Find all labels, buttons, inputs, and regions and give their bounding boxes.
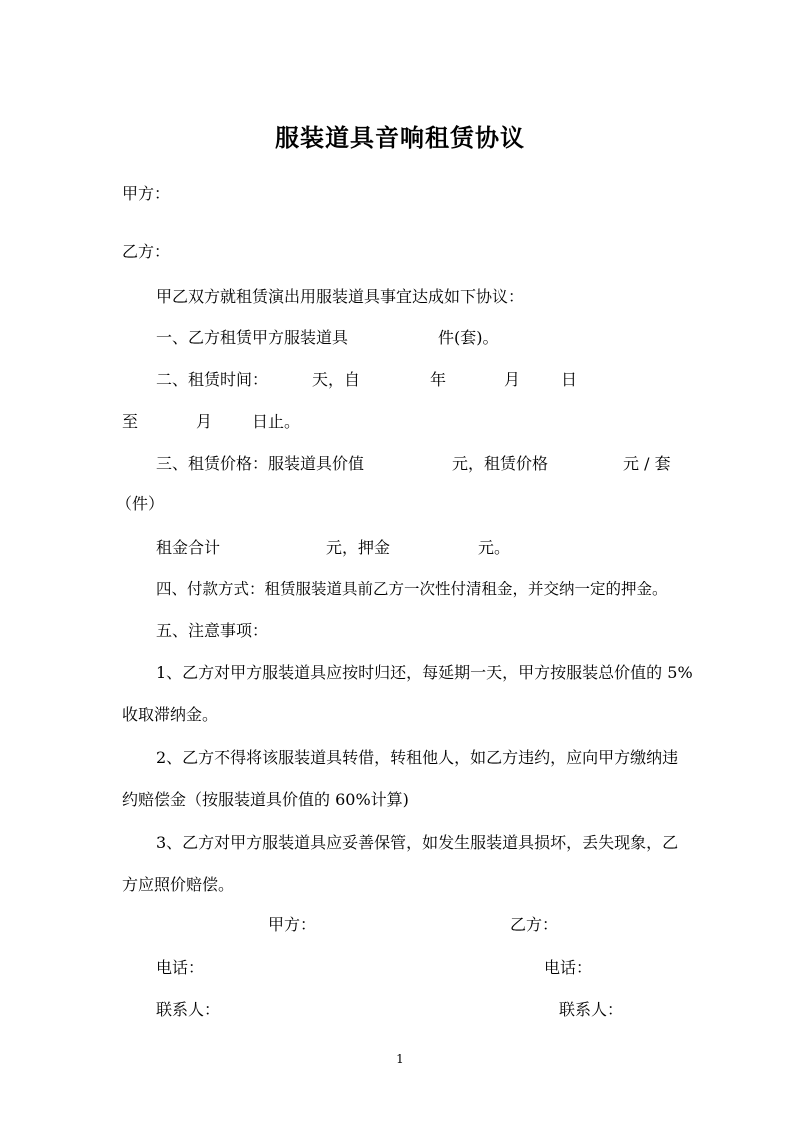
clause-2-label: 二、租赁时间：	[156, 370, 269, 389]
sign-contact-a: 联系人：	[156, 1000, 221, 1019]
clause-2-days: 天，自	[312, 370, 361, 389]
clause-3-yuan-end: 元。	[478, 538, 511, 557]
clause-2-year: 年	[430, 370, 447, 389]
clause-3-piece: （件）	[116, 494, 165, 513]
clause-3-rent-price: 元，租赁价格	[452, 454, 549, 473]
clause-3-label: 三、租赁价格：服装道具价值	[156, 454, 365, 473]
note-2-line-1: 2、乙方不得将该服装道具转借，转租他人，如乙方违约，应向甲方缴纳违	[156, 748, 679, 767]
clause-2-month-end: 月	[196, 412, 213, 431]
clause-5-label: 五、注意事项：	[156, 621, 269, 640]
clause-4-text: 四、付款方式：租赁服装道具前乙方一次性付清租金，并交纳一定的押金。	[156, 580, 668, 598]
document-title: 服装道具音响租赁协议	[275, 123, 525, 152]
note-1-line-2: 收取滞纳金。	[122, 705, 219, 724]
clause-2-to: 至	[122, 412, 139, 431]
party-a-label: 甲方：	[122, 184, 171, 203]
note-2-line-2: 约赔偿金（按服装道具价值的 60%计算)	[122, 790, 409, 809]
note-3-line-1: 3、乙方对甲方服装道具应妥善保管，如发生服装道具损坏，丢失现象，乙	[156, 833, 679, 852]
clause-2-end: 日止。	[252, 412, 301, 431]
sign-contact-b: 联系人：	[559, 1000, 624, 1019]
intro-text: 甲乙双方就租赁演出用服装道具事宜达成如下协议：	[156, 287, 525, 306]
sign-phone-b: 电话：	[544, 958, 593, 977]
note-3-line-2: 方应照价赔偿。	[122, 875, 235, 894]
clause-1-unit: 件(套)。	[438, 328, 499, 347]
sign-party-b: 乙方：	[510, 915, 559, 934]
clause-1-label: 一、乙方租赁甲方服装道具	[156, 328, 349, 347]
clause-3-deposit: 元，押金	[326, 538, 391, 557]
clause-3-total: 租金合计	[156, 538, 221, 557]
clause-2-month: 月	[504, 370, 521, 389]
sign-phone-a: 电话：	[156, 958, 205, 977]
note-1-line-1: 1、乙方对甲方服装道具应按时归还，每延期一天，甲方按服装总价值的 5%	[156, 663, 693, 682]
page-number: 1	[396, 1052, 404, 1066]
party-b-label: 乙方：	[122, 242, 171, 261]
clause-3-per-set: 元 / 套	[623, 454, 671, 473]
clause-2-day: 日	[561, 370, 578, 389]
sign-party-a: 甲方：	[268, 915, 317, 934]
